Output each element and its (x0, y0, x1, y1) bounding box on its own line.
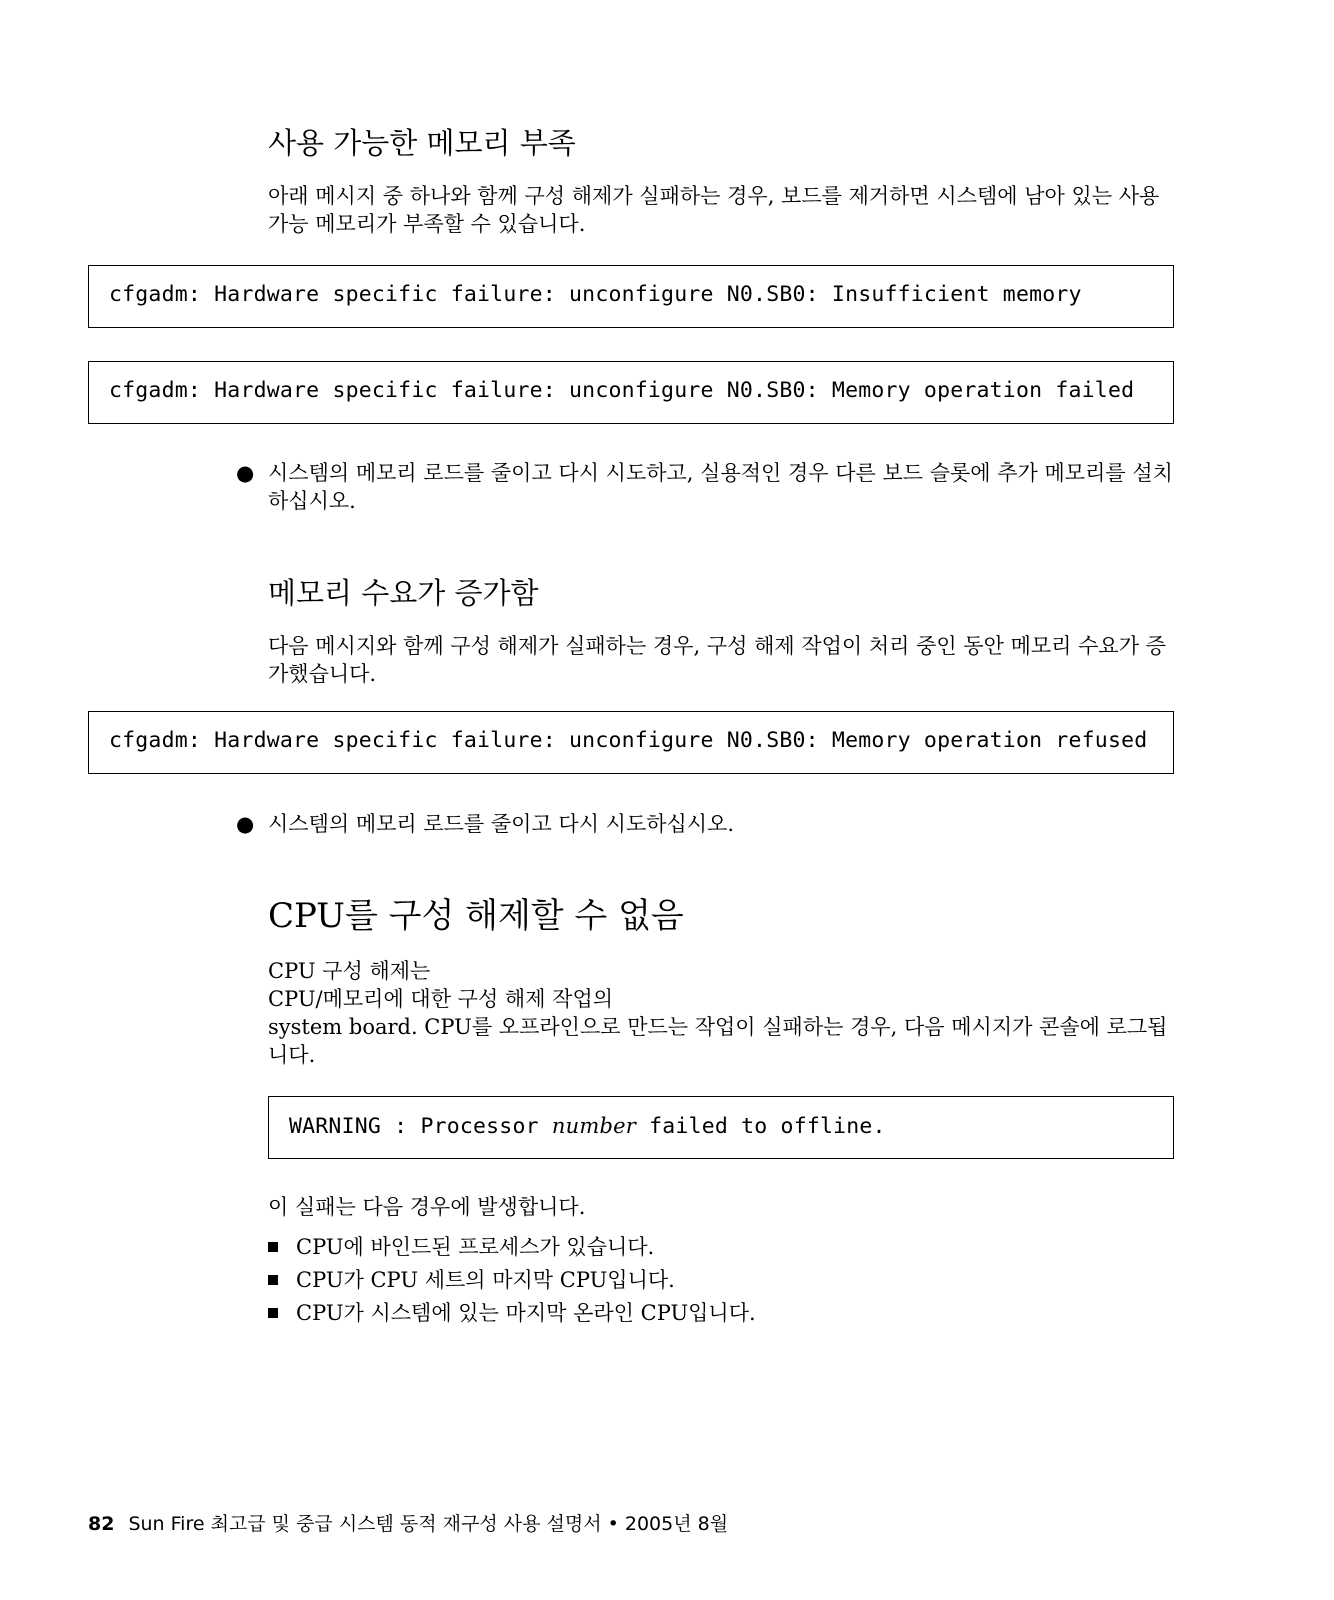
bullet-dot-icon: ● (236, 461, 255, 485)
bullet-item-reduce-load (236, 810, 1174, 838)
section-heading-memory-demand-increased: 메모리 수요가 증가함 (268, 576, 539, 610)
bullet-dot-icon: ● (236, 812, 255, 836)
code-text: cfgadm: Hardware specific failure: unconfigure N0.SB0: Memory operation refused (109, 728, 1148, 753)
page-footer (88, 1511, 728, 1537)
section-paragraph-memory-demand: 다음 메시지와 함께 구성 해제가 실패하는 경우, 구성 해제 작업이 처리 중인 동안 메모리 수요가 증가했습니다. (268, 634, 1166, 686)
section-paragraph-insufficient-memory: 아래 메시지 중 하나와 함께 구성 해제가 실패하는 경우, 보드를 제거하면 시스템에 남아 있는 사용 가능 메모리가 부족할 수 있습니다. (268, 184, 1160, 236)
section-heading-insufficient-memory: 사용 가능한 메모리 부족 (268, 126, 576, 160)
code-argument: number (551, 1114, 636, 1138)
code-prefix: WARNING : Processor (289, 1114, 552, 1139)
bullet-item-reduce-load-install-memory (236, 459, 1174, 515)
code-block-processor-warning (268, 1096, 1174, 1159)
list-item-text: CPU가 시스템에 있는 마지막 온라인 CPU입니다. (296, 1301, 756, 1325)
list-item (268, 1266, 675, 1294)
section-text-line-2: CPU/메모리에 대한 구성 해제 작업의 (268, 987, 614, 1011)
code-block-memory-operation-refused (88, 711, 1174, 774)
footer-title: Sun Fire 최고급 및 중급 시스템 동적 재구성 사용 설명서 • 2005년 8월 (128, 1513, 729, 1535)
page-number: 82 (88, 1513, 115, 1535)
code-text (289, 1112, 886, 1141)
code-text: cfgadm: Hardware specific failure: unconfigure N0.SB0: Insufficient memory (109, 282, 1082, 307)
list-item-text: CPU가 CPU 세트의 마지막 CPU입니다. (296, 1268, 675, 1292)
section-heading-cannot-unconfigure-cpu: CPU를 구성 해제할 수 없음 (268, 896, 684, 936)
list-item-text: CPU에 바인드된 프로세스가 있습니다. (296, 1235, 655, 1259)
square-bullet-icon (268, 1308, 278, 1318)
code-block-insufficient-memory (88, 265, 1174, 328)
failure-cases-intro: 이 실패는 다음 경우에 발생합니다. (268, 1195, 586, 1219)
list-item (268, 1233, 654, 1261)
section-paragraph-cpu-offline: system board. CPU를 오프라인으로 만드는 작업이 실패하는 경우, 다음 메시지가 콘솔에 로그됩니다. (268, 1015, 1168, 1067)
list-item (268, 1299, 756, 1327)
section-text-line-1: CPU 구성 해제는 (268, 959, 431, 983)
bullet-text: 시스템의 메모리 로드를 줄이고 다시 시도하십시오. (268, 812, 735, 836)
code-text: cfgadm: Hardware specific failure: unconfigure N0.SB0: Memory operation failed (109, 378, 1135, 403)
square-bullet-icon (268, 1275, 278, 1285)
square-bullet-icon (268, 1242, 278, 1252)
bullet-text: 시스템의 메모리 로드를 줄이고 다시 시도하고, 실용적인 경우 다른 보드 슬롯에 추가 메모리를 설치하십시오. (268, 461, 1173, 513)
code-suffix: failed to offline. (635, 1114, 886, 1139)
code-block-memory-operation-failed (88, 361, 1174, 424)
